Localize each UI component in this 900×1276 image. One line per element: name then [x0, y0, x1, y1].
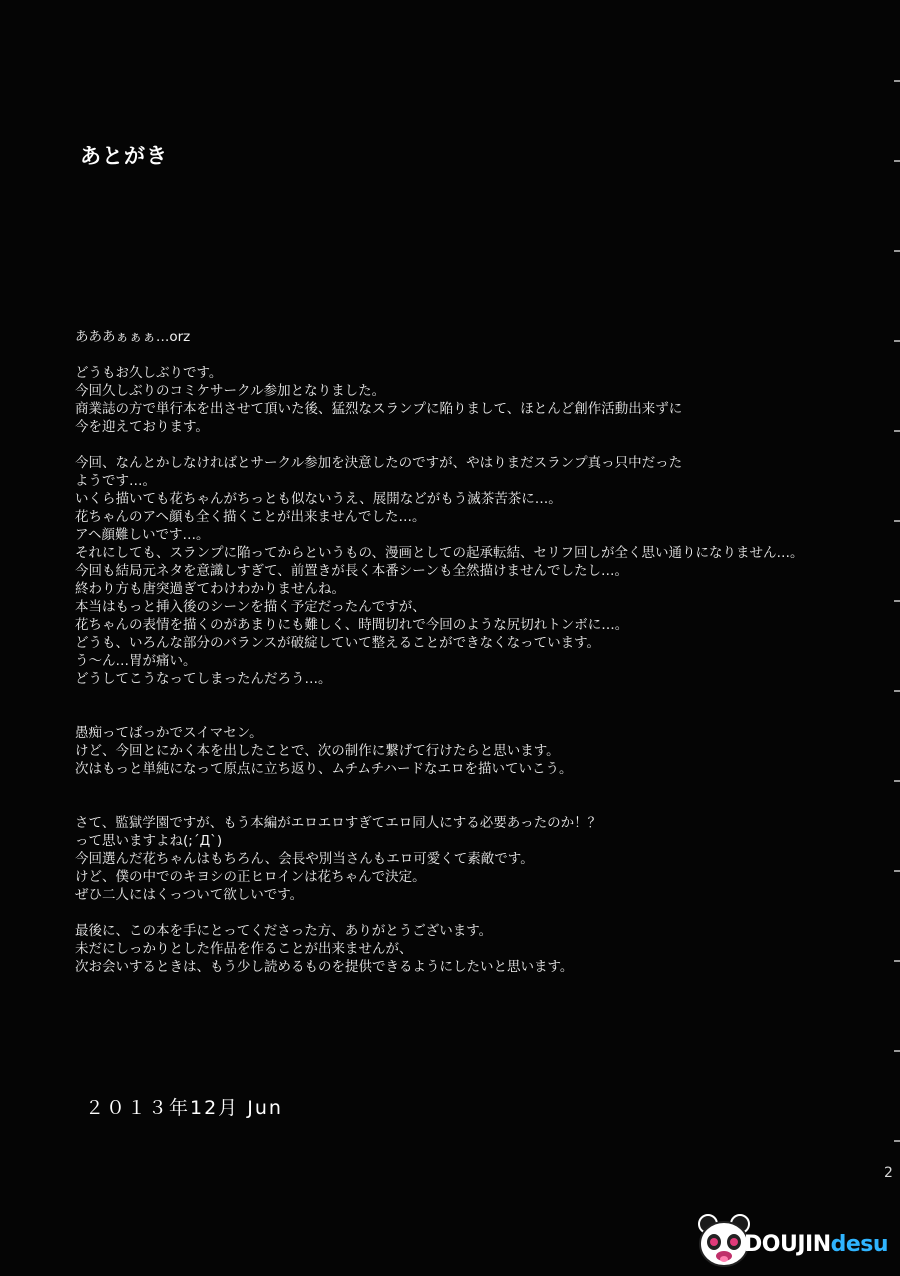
- text-line: 本当はもっと挿入後のシーンを描く予定だったんですが、: [75, 599, 426, 615]
- paragraph: [75, 814, 835, 904]
- paragraph: [75, 328, 835, 346]
- signature-date: ２０１３年12月 Jun: [85, 1097, 283, 1119]
- text-line: 花ちゃんのアヘ顔も全く描くことが出来ませんでした…。: [75, 509, 426, 525]
- text-line: あああぁぁぁ…orz: [75, 329, 191, 345]
- text-line: それにしても、スランプに陥ってからというもの、漫画としての起承転結、セリフ回しが全く思い通りになりません…。: [75, 545, 804, 561]
- paragraph: [75, 922, 835, 976]
- afterword-text: [75, 328, 835, 976]
- text-line: 愚痴ってばっかでスイマセン。: [75, 725, 263, 741]
- text-line: 花ちゃんの表情を描くのがあまりにも難しく、時間切れで今回のような尻切れトンボに…。: [75, 617, 629, 633]
- text-line: 商業誌の方で単行本を出させて頂いた後、猛烈なスランプに陥りまして、ほとんど創作活動出来ずに: [75, 401, 683, 417]
- text-line: どうもお久しぶりです。: [75, 365, 223, 381]
- text-line: 未だにしっかりとした作品を作ることが出来ませんが、: [75, 941, 413, 957]
- text-line: どうしてこうなってしまったんだろう…。: [75, 671, 332, 687]
- paragraph: [75, 364, 835, 436]
- paragraph: [75, 454, 835, 688]
- page-number: 2: [884, 1165, 893, 1181]
- text-line: けど、僕の中でのキヨシの正ヒロインは花ちゃんで決定。: [75, 869, 426, 885]
- text-line: さて、監獄学園ですが、もう本編がエロエロすぎてエロ同人にする必要あったのか！？: [75, 815, 602, 831]
- text-line: 今回久しぶりのコミケサークル参加となりました。: [75, 383, 386, 399]
- text-line: 次お会いするときは、もう少し読めるものを提供できるようにしたいと思います。: [75, 959, 574, 975]
- page-edge-marks: [894, 80, 900, 1180]
- text-line: ようです…。: [75, 473, 156, 489]
- page-heading: あとがき: [80, 144, 168, 168]
- text-line: 今回、なんとかしなければとサークル参加を決意したのですが、やはりまだスランプ真っ只中だった: [75, 455, 683, 471]
- watermark-text: [744, 1232, 888, 1257]
- text-line: って思いますよね(;´Д`): [75, 833, 223, 849]
- text-line: 次はもっと単純になって原点に立ち返り、ムチムチハードなエロを描いていこう。: [75, 761, 573, 777]
- paragraph: [75, 724, 835, 778]
- watermark-text-part1: DOUJIN: [744, 1232, 831, 1257]
- text-line: アヘ顔難しいです…。: [75, 527, 210, 543]
- text-line: ぜひ二人にはくっついて欲しいです。: [75, 887, 304, 903]
- text-line: 最後に、この本を手にとってくださった方、ありがとうございます。: [75, 923, 493, 939]
- text-line: 終わり方も唐突過ぎてわけわかりませんね。: [75, 581, 345, 597]
- text-line: いくら描いても花ちゃんがちっとも似ないうえ、展開などがもう滅茶苦茶に…。: [75, 491, 562, 507]
- text-line: う～ん…胃が痛い。: [75, 653, 197, 669]
- text-line: 今回選んだ花ちゃんはもちろん、会長や別当さんもエロ可愛くて素敵です。: [75, 851, 534, 867]
- text-line: 今回も結局元ネタを意識しすぎて、前置きが長く本番シーンも全然描けませんでしたし…。: [75, 563, 628, 579]
- watermark-text-part2: desu: [830, 1232, 889, 1257]
- text-line: けど、今回とにかく本を出したことで、次の制作に繋げて行けたらと思います。: [75, 743, 560, 759]
- text-line: 今を迎えております。: [75, 419, 209, 435]
- text-line: どうも、いろんな部分のバランスが破綻していて整えることができなくなっています。: [75, 635, 601, 651]
- doujindesu-watermark: [694, 1212, 894, 1270]
